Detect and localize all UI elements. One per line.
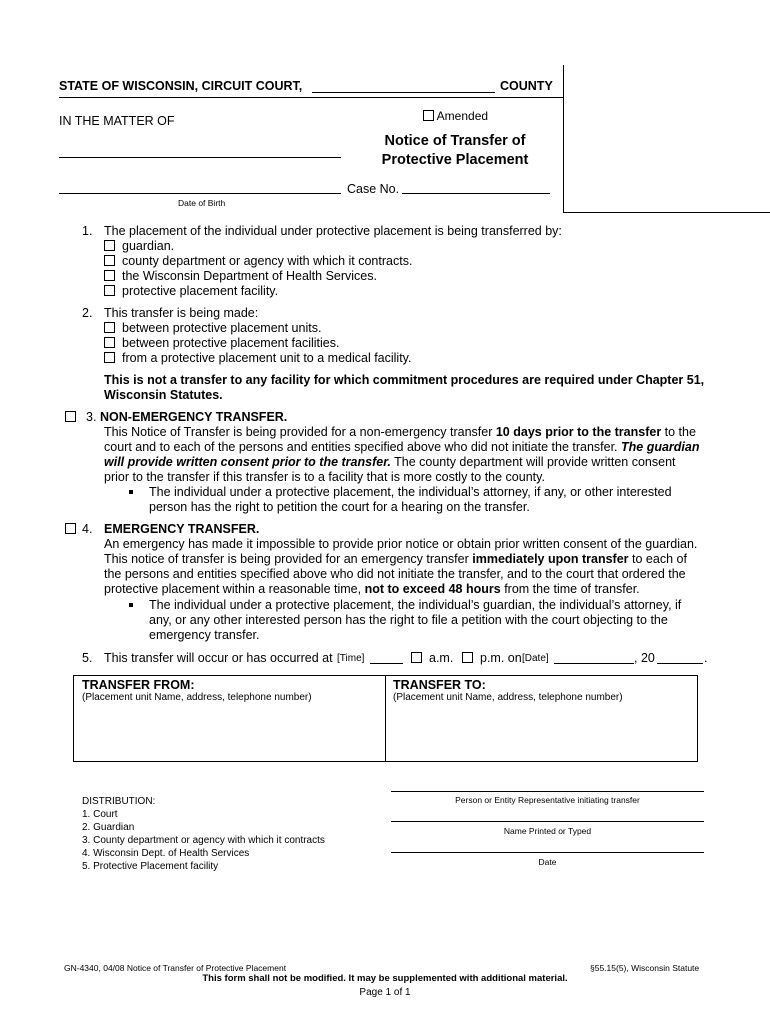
am-label: a.m. xyxy=(429,651,454,665)
statute-ref: §55.15(5), Wisconsin Statute xyxy=(590,963,700,973)
bullet-icon xyxy=(129,490,133,494)
amended-option[interactable] xyxy=(423,109,488,124)
bullet-icon xyxy=(129,603,133,607)
transfer-from-sub: (Placement unit Name, address, telephone number) xyxy=(82,692,312,703)
am-option[interactable] xyxy=(411,651,453,666)
item-3-bullet: The individual under a protective placement, the individual’s attorney, if any, or other interested xyxy=(149,485,672,499)
transfer-from-label: TRANSFER FROM: xyxy=(82,678,195,692)
item-4-bullet-line3: emergency transfer. xyxy=(149,628,260,642)
checkbox[interactable] xyxy=(104,270,115,281)
item-3-line2: court and to each of the persons and entities specified above who did not initiate the transfer. The guardian xyxy=(104,440,700,454)
date-field[interactable] xyxy=(554,663,634,664)
item-2-option[interactable] xyxy=(104,321,321,336)
transfer-to-sub: (Placement unit Name, address, telephone number) xyxy=(393,692,623,703)
distribution-item: 4. Wisconsin Dept. of Health Services xyxy=(82,848,250,859)
item-1-option[interactable] xyxy=(104,284,278,299)
transfer-table xyxy=(73,675,698,762)
form-title-line1: Notice of Transfer of xyxy=(384,133,526,149)
pm-label: p.m. on xyxy=(480,651,522,665)
case-no-field[interactable] xyxy=(402,193,550,194)
item-2-option[interactable] xyxy=(104,336,339,351)
item-3-line4: prior to the transfer if this transfer is to a facility that is more costly to the county. xyxy=(104,470,545,484)
transfer-from-cell[interactable] xyxy=(82,678,382,758)
checkbox[interactable] xyxy=(104,285,115,296)
distribution-item: 1. Court xyxy=(82,809,118,820)
item-3-heading: NON-EMERGENCY TRANSFER. xyxy=(100,410,288,424)
chapter51-note-line2: Wisconsin Statutes. xyxy=(104,388,223,402)
item-3-num: 3. xyxy=(86,410,97,424)
modification-notice: This form shall not be modified. It may be supplemented with additional material. xyxy=(202,973,568,984)
item-3-line3: will provide written consent prior to the transfer. The county department will provide written consent xyxy=(104,455,676,469)
pm-checkbox[interactable] xyxy=(462,652,473,663)
amended-label: Amended xyxy=(436,109,489,123)
item-4-bullet: The individual under a protective placement, the individual’s guardian, the individual’s attorney, if xyxy=(149,598,682,612)
item-5-period: . xyxy=(704,651,708,665)
distribution-item: 2. Guardian xyxy=(82,822,135,833)
in-matter-label: IN THE MATTER OF xyxy=(59,114,175,128)
item-5-text: This transfer will occur or has occurred at xyxy=(104,651,333,665)
page-number: Page 1 of 1 xyxy=(359,987,411,998)
option-label: between protective placement units. xyxy=(122,321,322,335)
time-placeholder: [Time] xyxy=(337,653,365,664)
option-label: county department or agency with which it contracts. xyxy=(122,254,413,268)
chapter51-note: This is not a transfer to any facility for which commitment procedures are required under Chapter 51, xyxy=(104,373,705,387)
item-4-bullet-line2: any, or any other interested person has the right to file a petition with the court objecting to the xyxy=(149,613,668,627)
date-placeholder: [Date] xyxy=(522,653,549,664)
item-2-num: 2. xyxy=(82,306,93,320)
item-2-text: This transfer is being made: xyxy=(104,306,259,320)
case-no-label: Case No. xyxy=(347,182,400,196)
header-vertical-rule xyxy=(563,65,564,212)
item-4-line2: This notice of transfer is being provided for an emergency transfer immediately upon transfer to each of xyxy=(104,552,687,566)
transfer-table-divider xyxy=(385,676,386,761)
signature-date-label: Date xyxy=(538,857,557,867)
distribution-list xyxy=(82,795,325,873)
item-4-line3: the persons and entities specified above who did not initiate the transfer, and to the court that ordered the xyxy=(104,567,686,581)
form-title xyxy=(355,132,555,170)
item-4-heading: EMERGENCY TRANSFER. xyxy=(104,522,260,536)
item-3-line1: This Notice of Transfer is being provided for a non-emergency transfer 10 days prior to the transfer to the xyxy=(104,425,696,439)
item-1-option[interactable] xyxy=(104,254,412,269)
item-1-option[interactable] xyxy=(104,239,174,254)
checkbox[interactable] xyxy=(104,240,115,251)
checkbox[interactable] xyxy=(104,255,115,266)
checkbox[interactable] xyxy=(104,337,115,348)
option-label: protective placement facility. xyxy=(122,284,279,298)
option-label: between protective placement facilities. xyxy=(122,336,340,350)
matter-name-field[interactable] xyxy=(59,157,341,158)
item-1-text: The placement of the individual under protective placement is being transferred by: xyxy=(104,224,562,238)
option-label: the Wisconsin Department of Health Services. xyxy=(122,269,377,283)
name-printed-field[interactable] xyxy=(391,821,704,822)
signature-date-field[interactable] xyxy=(391,852,704,853)
year-field[interactable] xyxy=(657,663,703,664)
signature-field[interactable] xyxy=(391,791,704,792)
dob-field[interactable] xyxy=(59,193,341,194)
checkbox[interactable] xyxy=(104,322,115,333)
form-id: GN-4340, 04/08 Notice of Transfer of Protective Placement xyxy=(64,963,287,973)
item-2-option[interactable] xyxy=(104,351,411,366)
dob-label: Date of Birth xyxy=(178,198,226,208)
transfer-to-cell[interactable] xyxy=(393,678,693,758)
am-checkbox[interactable] xyxy=(411,652,422,663)
distribution-title: DISTRIBUTION: xyxy=(82,796,156,807)
emergency-checkbox[interactable] xyxy=(65,523,76,534)
option-label: from a protective placement unit to a medical facility. xyxy=(122,351,412,365)
pm-option[interactable] xyxy=(462,651,522,666)
item-4-line4: protective placement within a reasonable time, not to exceed 48 hours from the time of transfer. xyxy=(104,582,640,596)
option-label: guardian. xyxy=(122,239,175,253)
distribution-item: 3. County department or agency with which it contracts xyxy=(82,835,325,846)
checkbox[interactable] xyxy=(104,352,115,363)
item-3-bullet-line2: person has the right to petition the court for a hearing on the transfer. xyxy=(149,500,530,514)
header-bottom-rule xyxy=(563,212,770,213)
item-1-option[interactable] xyxy=(104,269,377,284)
county-name-field[interactable] xyxy=(312,92,495,93)
item-4-num: 4. xyxy=(82,522,93,536)
year-label: , 20 xyxy=(634,651,655,665)
time-field[interactable] xyxy=(370,663,403,664)
item-4-line1: An emergency has made it impossible to provide prior notice or obtain prior written consent of the guardian. xyxy=(104,537,698,551)
form-title-line2: Protective Placement xyxy=(381,152,529,168)
court-caption: STATE OF WISCONSIN, CIRCUIT COURT, xyxy=(59,79,303,93)
item-5-num: 5. xyxy=(82,651,93,665)
non-emergency-checkbox[interactable] xyxy=(65,411,76,422)
signature-label: Person or Entity Representative initiating transfer xyxy=(455,795,640,805)
distribution-item: 5. Protective Placement facility xyxy=(82,861,219,872)
header-rule xyxy=(59,97,563,98)
transfer-to-label: TRANSFER TO: xyxy=(393,678,486,692)
item-1-num: 1. xyxy=(82,224,93,238)
county-label: COUNTY xyxy=(500,79,553,93)
amended-checkbox[interactable] xyxy=(423,110,434,121)
name-printed-label: Name Printed or Typed xyxy=(503,826,592,836)
